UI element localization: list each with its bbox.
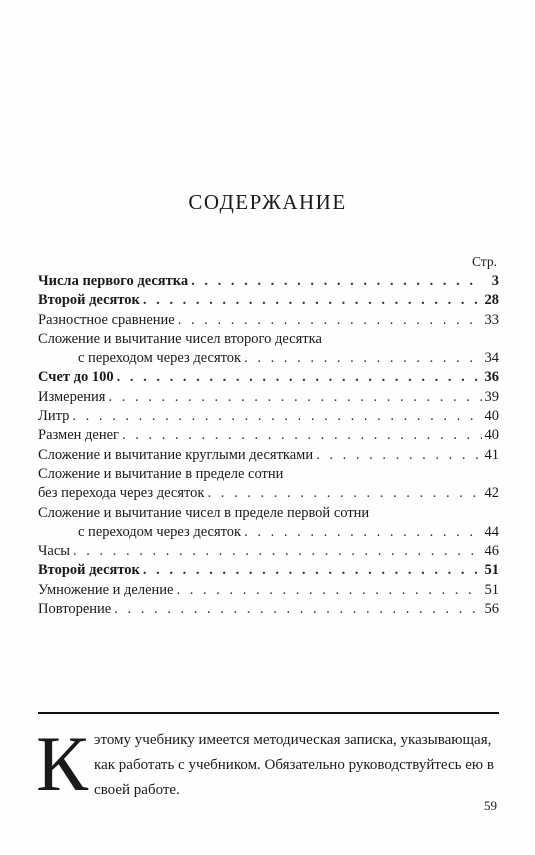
dot-leader xyxy=(207,484,481,503)
toc-entry-page: 28 xyxy=(484,292,499,309)
toc-entry-page: 40 xyxy=(484,427,499,444)
toc-entry xyxy=(38,600,499,619)
dot-leader xyxy=(73,542,481,561)
toc-entry xyxy=(38,311,499,330)
toc-entry xyxy=(38,542,499,561)
toc-entry-page: 46 xyxy=(484,543,499,560)
toc-entry xyxy=(38,504,499,523)
toc-entry xyxy=(38,407,499,426)
toc-entry-title: Размен денег xyxy=(38,427,119,444)
toc-entry-title: Второй десяток xyxy=(38,562,140,579)
toc-entry-page: 51 xyxy=(484,581,499,598)
toc-entry xyxy=(38,349,499,368)
toc-entry-title: Разностное сравнение xyxy=(38,311,175,328)
toc-entry-title: Часы xyxy=(38,543,71,560)
toc-entry xyxy=(38,368,499,387)
toc-entry xyxy=(38,561,499,580)
divider xyxy=(38,712,499,714)
dot-leader xyxy=(117,368,482,387)
toc-entry xyxy=(38,272,499,291)
toc-entry-page: 39 xyxy=(484,388,499,405)
toc-entry-title: Сложение и вычитание в пределе сотни xyxy=(38,465,284,482)
toc-entry-page: 34 xyxy=(484,350,499,367)
toc-entry-title: Сложение и вычитание круглыми десятками xyxy=(38,446,314,463)
toc-entry-page: 42 xyxy=(484,485,499,502)
dot-leader xyxy=(143,561,482,580)
dot-leader xyxy=(191,272,482,291)
toc-entry-title: Сложение и вычитание чисел в пределе первой сотни xyxy=(38,504,370,521)
toc-entry xyxy=(38,446,499,465)
toc-entry-page: 40 xyxy=(484,408,499,425)
toc-entry-title: без перехода через десяток xyxy=(38,485,205,502)
toc-entry-title: Счет до 100 xyxy=(38,369,114,386)
dot-leader xyxy=(143,291,482,310)
toc-entry xyxy=(38,388,499,407)
dot-leader xyxy=(72,407,481,426)
toc-entry-page: 44 xyxy=(484,523,499,540)
toc-entry xyxy=(38,426,499,445)
toc-entry xyxy=(38,581,499,600)
toc-entry xyxy=(38,523,499,542)
dot-leader xyxy=(178,311,482,330)
note-text: этому учебнику имеется методическая записка, указывающая, как работать с учебником. Обязательно руководствуйтесь ею в своей работе. xyxy=(94,732,494,798)
dot-leader xyxy=(176,581,481,600)
toc-entry-title: Второй десяток xyxy=(38,292,140,309)
toc-entry-title: Повторение xyxy=(38,601,112,618)
dot-leader xyxy=(114,600,481,619)
page-title: СОДЕРЖАНИЕ xyxy=(188,190,347,214)
toc-entry xyxy=(38,291,499,310)
toc-entry-title: с переходом через десяток xyxy=(78,523,242,540)
dot-leader xyxy=(244,523,481,542)
toc-entry-page: 3 xyxy=(491,273,499,289)
toc-entry-page: 51 xyxy=(484,562,499,579)
toc-entry xyxy=(38,465,499,484)
toc-entry-title: Умножение и деление xyxy=(38,581,174,598)
toc-entry-title: Литр xyxy=(38,408,70,425)
drop-cap: К xyxy=(36,720,89,807)
toc-entry xyxy=(38,330,499,349)
dot-leader xyxy=(244,349,481,368)
dot-leader xyxy=(122,426,482,445)
page-number: 59 xyxy=(484,798,497,813)
toc-entry xyxy=(38,484,499,503)
toc-entry-page: 56 xyxy=(484,601,499,618)
toc-entry-page: 36 xyxy=(484,369,499,386)
toc-entry-title: с переходом через десяток xyxy=(78,350,242,367)
toc-entry-title: Сложение и вычитание чисел второго десятка xyxy=(38,330,322,347)
toc-entry-page: 41 xyxy=(484,446,499,463)
table-of-contents xyxy=(38,272,499,619)
toc-entry-title: Числа первого десятка xyxy=(38,273,189,289)
page-column-label: Стр. xyxy=(471,254,497,269)
toc-entry-page: 33 xyxy=(484,311,499,328)
toc-entry-title: Измерения xyxy=(38,388,106,405)
dot-leader xyxy=(108,388,481,407)
dot-leader xyxy=(316,446,481,465)
